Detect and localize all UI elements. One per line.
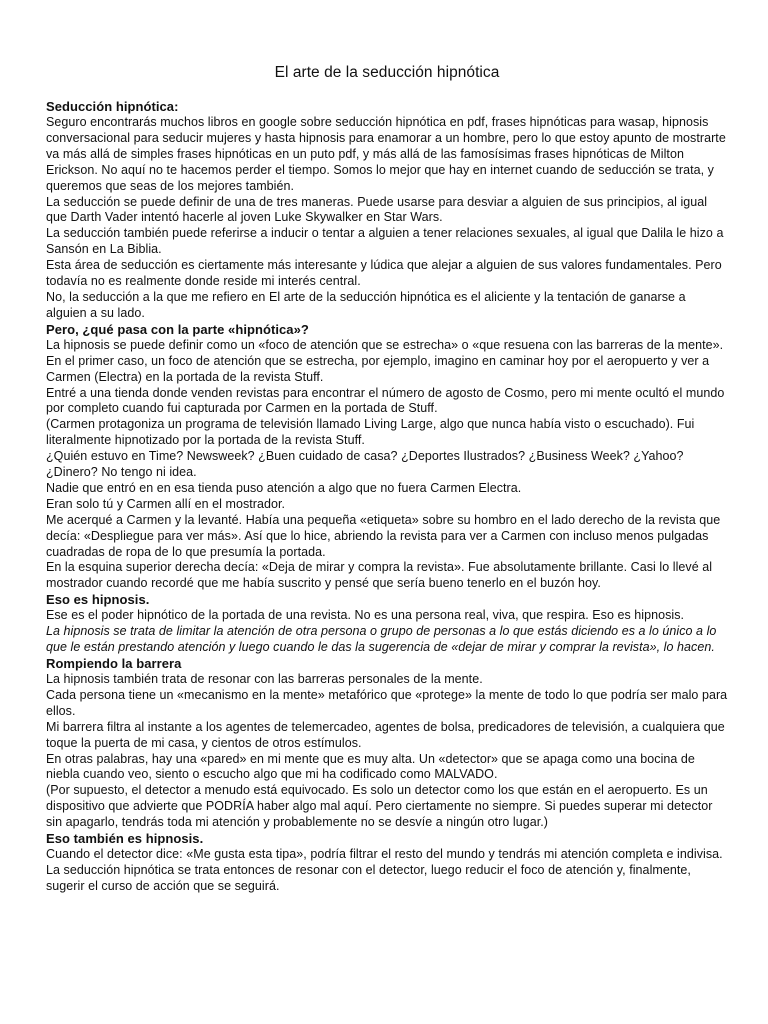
paragraph: (Carmen protagoniza un programa de televisión llamado Living Large, algo que nunca había visto o escuchado). Fui literalmente hipnotizado por la portada de la revista Stuff.: [46, 417, 695, 448]
document-title: El arte de la seducción hipnótica: [274, 64, 500, 81]
paragraph: La seducción se puede definir de una de tres maneras. Puede usarse para desviar a alguien de sus principios, al igual que Darth Vader intentó hacerle al joven Luke Skywalker en Star Wars.: [46, 194, 708, 225]
paragraph: Me acerqué a Carmen y la levanté. Había una pequeña «etiqueta» sobre su hombro en el lado derecho de la revista que decía: «Despliegue para ver más». Así que lo hice, abriendo la revista para ver a Carmen con incluso menos pulgadas cuadradas de ropa de lo que presumía la portada.: [46, 512, 721, 559]
section-heading: Seducción hipnótica:: [46, 99, 179, 114]
section-heading: Pero, ¿qué pasa con la parte «hipnótica»?: [46, 321, 309, 337]
paragraph: La seducción hipnótica se trata entonces de resonar con el detector, luego reducir el foco de atención y, finalmente, sugerir el curso de acción que se seguirá.: [46, 862, 691, 893]
paragraph: ¿Quién estuvo en Time? Newsweek? ¿Buen cuidado de casa? ¿Deportes Ilustrados? ¿Business Week? ¿Yahoo? ¿Dinero? No tengo ni idea.: [46, 449, 684, 480]
paragraph: Cuando el detector dice: «Me gusta esta tipa», podría filtrar el resto del mundo y tendrás mi atención completa e indivisa.: [46, 847, 723, 862]
paragraph: Nadie que entró en en esa tienda puso atención a algo que no fuera Carmen Electra.: [46, 480, 522, 495]
paragraph: Entré a una tienda donde venden revistas para encontrar el número de agosto de Cosmo, pero mi mente ocultó el mundo por completo cuando fui capturada por Carmen en la portada de Stuff.: [46, 385, 725, 416]
paragraph: Eran solo tú y Carmen allí en el mostrador.: [46, 496, 286, 511]
paragraph: En otras palabras, hay una «pared» en mi mente que es muy alta. Un «detector» que se apaga como una bocina de niebla cuando veo, siento o escucho algo que mi ha codificado como MALVADO.: [46, 751, 695, 782]
section-heading: Rompiendo la barrera: [46, 656, 182, 671]
section-heading: Eso también es hipnosis.: [46, 831, 204, 847]
paragraph: (Por supuesto, el detector a menudo está equivocado. Es solo un detector como los que están en el aeropuerto. Es un dispositivo que advierte que PODRÍA haber algo mal aquí. Pero ciertamente no siempre. Si puedes superar mi detector sin apagarlo, tendrás toda mi atención y probablemente no se desvíe a ningún otro lugar.): [46, 783, 713, 830]
paragraph: En el primer caso, un foco de atención que se estrecha, por ejemplo, imagino en caminar hoy por el aeropuerto y ver a Carmen (Electra) en la portada de la revista Stuff.: [46, 353, 710, 384]
paragraph: Cada persona tiene un «mecanismo en la mente» metafórico que «protege» la mente de todo lo que podría ser malo para ellos.: [46, 687, 728, 718]
paragraph: La hipnosis se puede definir como un «foco de atención que se estrecha» o «que resuena con las barreras de la mente».: [46, 337, 724, 352]
document-body: [46, 99, 728, 895]
paragraph: La hipnosis también trata de resonar con las barreras personales de la mente.: [46, 672, 483, 686]
italic-paragraph: La hipnosis se trata de limitar la atención de otra persona o grupo de personas a lo que estás diciendo es a lo único a lo que le están prestando atención y luego cuando le das la sugerencia de «dejar de mirar y comprar la revista», lo hacen.: [46, 624, 717, 655]
paragraph: En la esquina superior derecha decía: «Deja de mirar y compra la revista». Fue absolutamente brillante. Casi lo llevé al mostrador cuando recordé que me había suscrito y pensé que sería bueno tenerlo en el buzón hoy.: [46, 560, 713, 591]
paragraph: Ese es el poder hipnótico de la portada de una revista. No es una persona real, viva, que respira. Eso es hipnosis.: [46, 608, 685, 623]
section-heading: Eso es hipnosis.: [46, 592, 150, 608]
paragraph: La seducción también puede referirse a inducir o tentar a alguien a tener relaciones sexuales, al igual que Dalila le hizo a Sansón en La Biblia.: [46, 226, 724, 257]
paragraph: Esta área de seducción es ciertamente más interesante y lúdica que alejar a alguien de sus valores fundamentales. Pero todavía no es realmente donde reside mi interés central.: [46, 258, 722, 289]
paragraph: No, la seducción a la que me refiero en El arte de la seducción hipnótica es el aliciente y la tentación de ganarse a alguien a su lado.: [46, 289, 686, 320]
paragraph: Seguro encontrarás muchos libros en google sobre seducción hipnótica en pdf, frases hipnóticas para wasap, hipnosis conversacional para seducir mujeres y hasta hipnosis para enamorar a un hombre, pero lo que estoy apunto de mostrarte va más allá de simples frases hipnóticas en un puto pdf, y más allá de las famosísimas frases hipnóticas de Milton Erickson. No aquí no te hacemos perder el tiempo. Somos lo mejor que hay en internet cuando de seducción se trata, y queremos que seas de los mejores también.: [46, 115, 726, 193]
paragraph: Mi barrera filtra al instante a los agentes de telemercadeo, agentes de bolsa, predicadores de televisión, a cualquiera que toque la puerta de mi casa, y cientos de otros estímulos.: [46, 719, 725, 750]
